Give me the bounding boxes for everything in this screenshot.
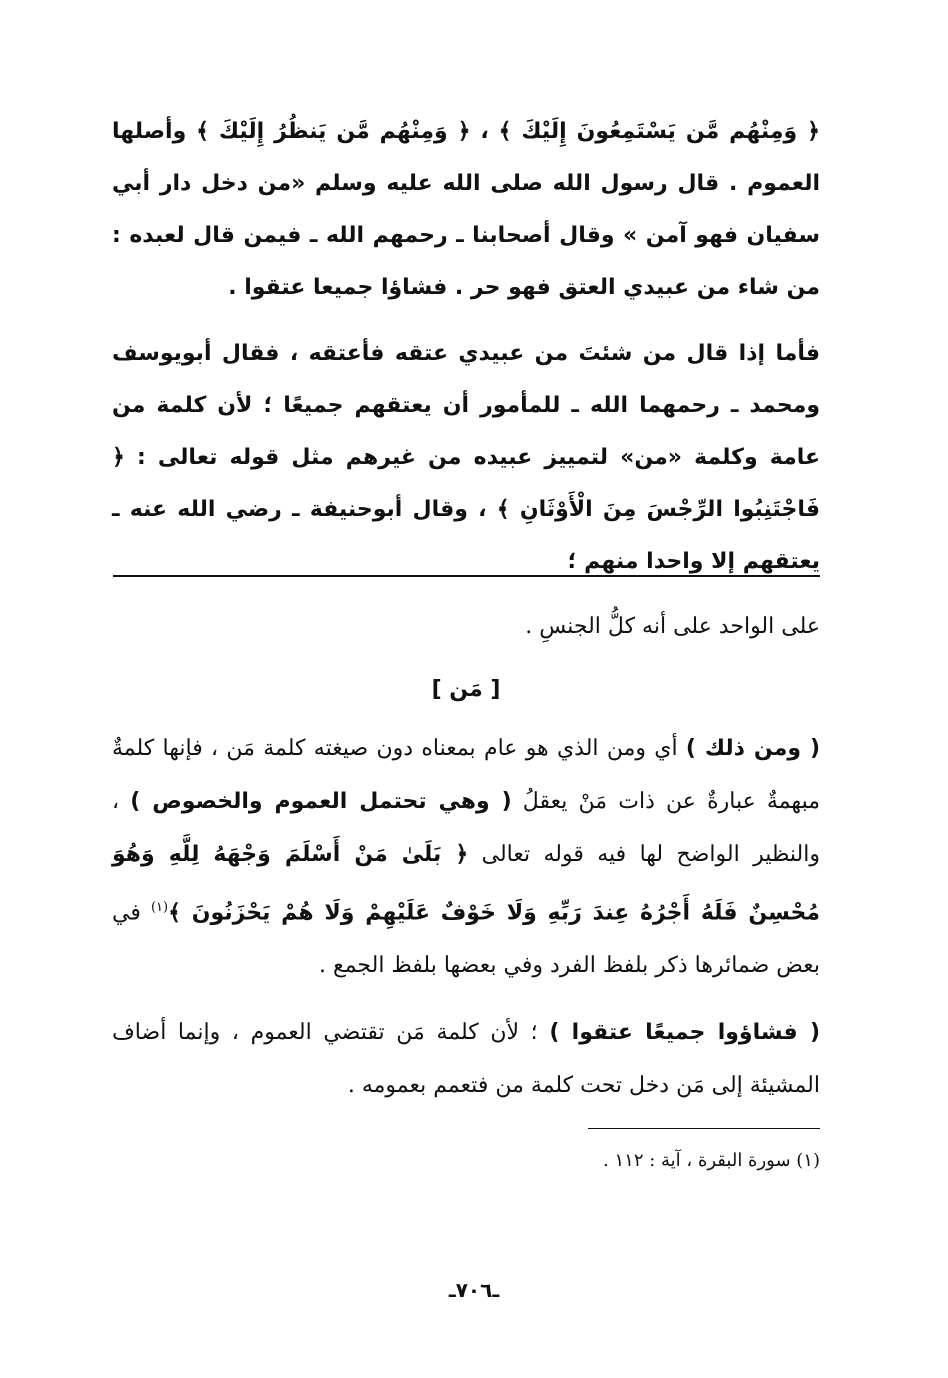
section-divider xyxy=(113,575,820,577)
commentary-paragraph-2 xyxy=(112,1006,820,1112)
footnote: (١) سورة البقرة ، آية : ١١٢ . xyxy=(603,1150,820,1171)
page-number: ـ٧٠٦ـ xyxy=(448,1278,500,1302)
matn-section xyxy=(112,106,820,588)
commentary-continuation: على الواحد على أنه كلُّ الجنسِ . xyxy=(525,614,820,639)
matn-paragraph-2: فأما إذا قال من شئتَ من عبيدي عتقه فأعتقه ، فقال أبويوسف ومحمد ـ رحمهما الله ـ للمأمور أن يعتقهم جميعًا ؛ لأن كلمة من عامة وكلمة «من» لتمييز عبيده من غيرهم مثل قوله تعالى : ﴿ فَاجْتَنِبُوا الرِّجْسَ مِنَ الْأَوْثَانِ ﴾ ، وقال أبوحنيفة ـ رضي الله عنه ـ يعتقهم إلا واحدا منهم ؛ xyxy=(112,341,820,574)
footnote-ref: (١) xyxy=(150,900,169,915)
commentary-lead-2: ( فشاؤوا جميعًا عتقوا ) xyxy=(549,1020,820,1046)
commentary-text-1a: أي ومن الذي هو عام بمعناه دون صيغته كلمة مَن ، فإنها كلمةٌ مبهمةٌ عبارةٌ عن ذات مَنْ يعقلُ xyxy=(112,736,820,814)
quran-ayah: ﴿ بَلَىٰ مَنْ أَسْلَمَ وَجْهَهُ لِلَّهِ وَهُوَ مُحْسِنٌ فَلَهُ أَجْرُهُ عِندَ رَبِّهِ وَلَا خَوْفٌ عَلَيْهِمْ وَلَا هُمْ يَحْزَنُونَ ﴾ xyxy=(112,842,820,926)
commentary-section xyxy=(112,722,820,1112)
section-heading: [ مَن ] xyxy=(431,677,501,702)
commentary-top-line xyxy=(112,600,820,653)
commentary-paren-1: ( وهي تحتمل العموم والخصوص ) xyxy=(130,789,512,814)
footnote-divider xyxy=(588,1128,820,1129)
commentary-text-1b: ، والنظير الواضح لها فيه قوله تعالى xyxy=(112,789,820,867)
commentary-text-2: ؛ لأن كلمة مَن تقتضي العموم ، وإنما أضاف المشيئة إلى مَن دخل تحت كلمة من فتعمم بعمومه . xyxy=(112,1020,820,1099)
commentary-text-1c: في بعض ضمائرها ذكر بلفظ الفرد وفي بعضها بلفظ الجمع . xyxy=(112,900,820,979)
commentary-lead-1: ( ومن ذلك ) xyxy=(685,736,820,761)
matn-paragraph-1: ﴿ وَمِنْهُم مَّن يَسْتَمِعُونَ إِلَيْكَ ﴾ ، ﴿ وَمِنْهُم مَّن يَنظُرُ إِلَيْكَ ﴾ وأصلها العموم . قال رسول الله صلى الله عليه وسلم «من دخل دار أبي سفيان فهو آمن » وقال أصحابنا ـ رحمهم الله ـ فيمن قال لعبده : من شاء من عبيدي العتق فهو حر . فشاؤا جميعا عتقوا . xyxy=(112,119,820,300)
commentary-paragraph-1 xyxy=(112,722,820,992)
